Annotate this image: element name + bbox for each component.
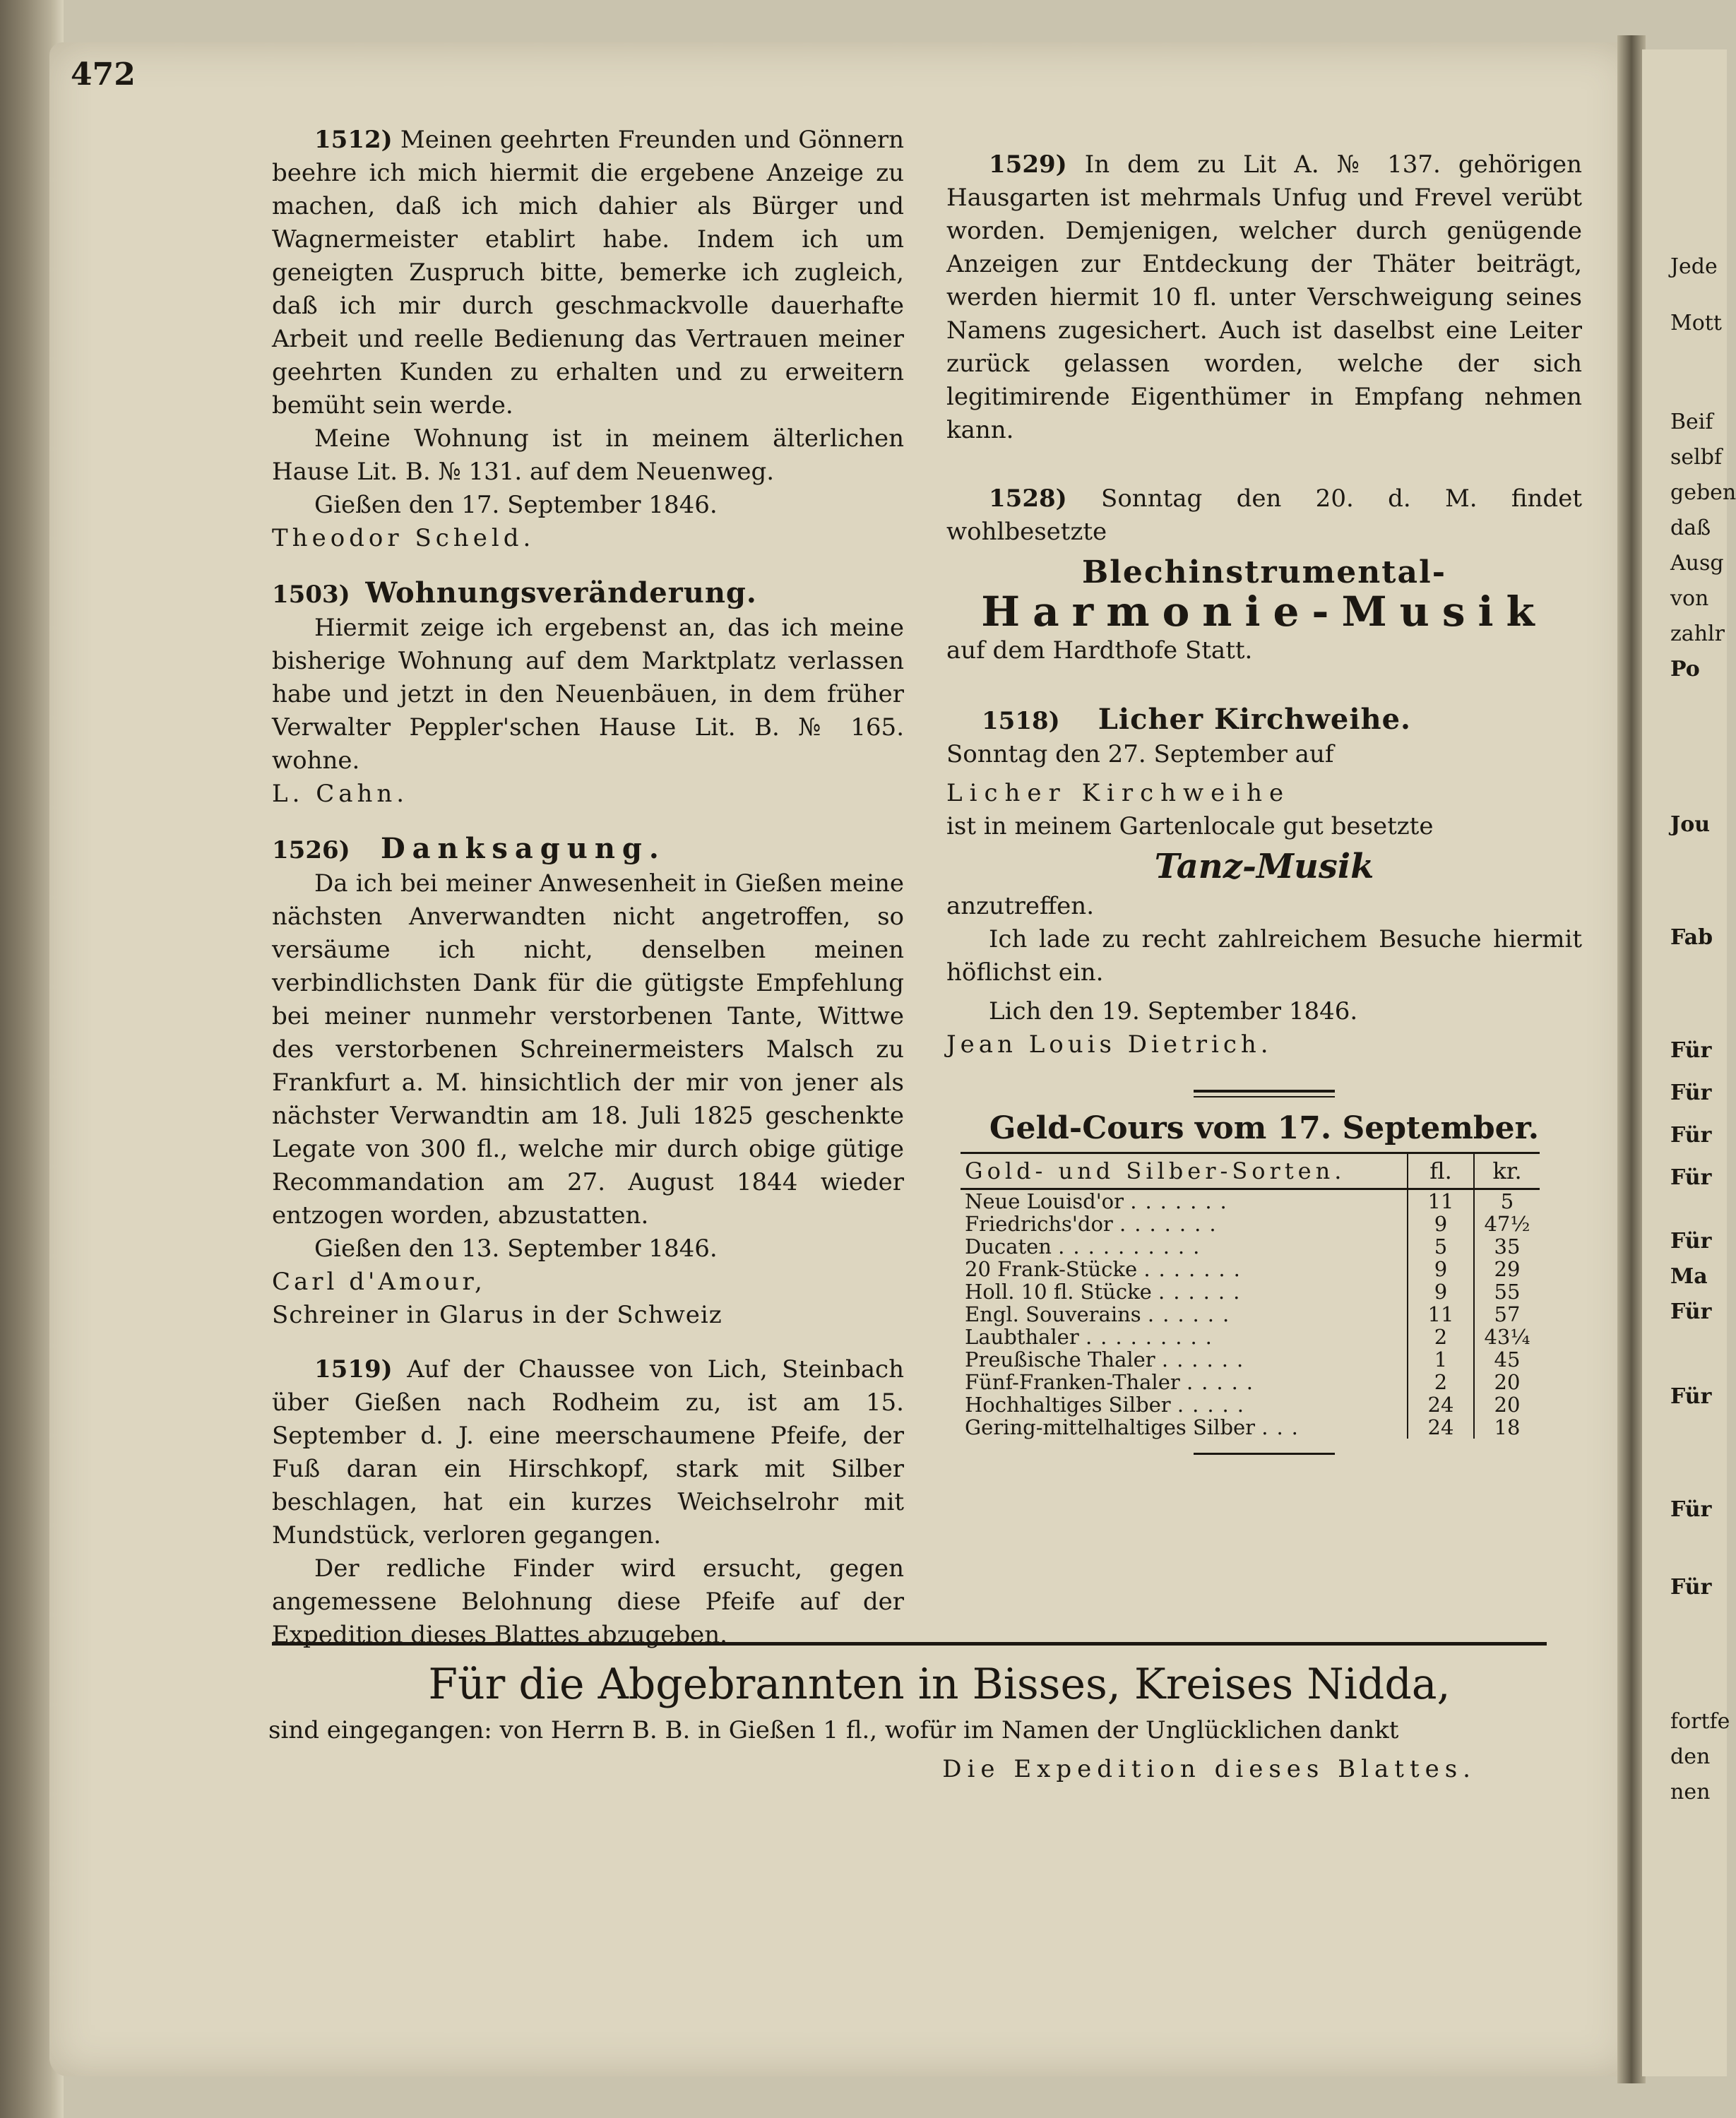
- np-word: Po: [1670, 657, 1700, 682]
- ad-1518: [946, 703, 1582, 1061]
- np-word: Für: [1670, 1038, 1712, 1063]
- coin-name: Neue Louisd'or: [965, 1189, 1124, 1213]
- ad-signature-line2: Schreiner in Glarus in der Schweiz: [272, 1301, 723, 1329]
- ad-date: Gießen den 13. September 1846.: [314, 1234, 718, 1263]
- ad-date: Gießen den 17. September 1846.: [314, 491, 718, 519]
- ad-signature: L. Cahn.: [272, 780, 409, 808]
- coin-kr: 57: [1474, 1303, 1540, 1326]
- column-header-kr: kr.: [1474, 1153, 1540, 1189]
- ad-number: 1518): [982, 707, 1060, 735]
- coin-fl: 1: [1408, 1348, 1474, 1371]
- notice-title: Für die Abgebrannten in Bisses, Kreises Nidda,: [428, 1660, 1451, 1709]
- ad-text: Hiermit zeige ich ergebenst an, das ich meine bisherige Wohnung auf dem Marktplatz verlassen habe und jetzt in den Neuenbäuen, in dem früher Verwalter Peppler'schen Hause Lit. B. № 165. wohne.: [272, 614, 904, 775]
- np-word: Jou: [1670, 812, 1711, 837]
- ad-signature: Carl d'Amour,: [272, 1268, 486, 1296]
- table-row: Holl. 10 fl. Stücke ...... 9 55: [961, 1280, 1540, 1303]
- coin-kr: 45: [1474, 1348, 1540, 1371]
- table-row: Friedrichs'dor ....... 9 47½: [961, 1213, 1540, 1235]
- coin-kr: 47½: [1474, 1213, 1540, 1235]
- coin-kr: 18: [1474, 1416, 1540, 1439]
- coin-name: Preußische Thaler: [965, 1347, 1155, 1372]
- ad-number: 1512): [314, 126, 393, 154]
- ad-number: 1528): [989, 484, 1067, 513]
- coin-name: Gering-mittelhaltiges Silber: [965, 1415, 1256, 1439]
- ad-headline-2: Harmonie-Musik: [981, 588, 1547, 636]
- ad-text: Sonntag den 20. d. M. findet wohlbesetzte: [946, 484, 1582, 546]
- notice-signature: Die Expedition dieses Blattes.: [942, 1755, 1476, 1783]
- np-word: Fab: [1670, 925, 1713, 950]
- ad-text: Da ich bei meiner Anwesenheit in Gießen meine nächsten Anverwandten nicht angetroffen, so versäume ich nicht, denselben meinen verbindlichsten Dank für die gütigste Empfehlung bei meiner nunmehr verstorbenen Tante, Wittwe des verstorbenen Schreinermeisters Malsch zu Frankfurt a. M. hinsichtlich der mir von jener als nächster Verwandtin am 18. Juli 1825 geschenkte Legate von 300 fl., welche mir durch obige gütige Recommandation am 27. August 1844 wieder entzogen worden, abzustatten.: [272, 869, 904, 1230]
- notice-text: sind eingegangen: von Herrn B. B. in Gießen 1 fl., wofür im Namen der Unglücklichen dankt: [268, 1716, 1399, 1744]
- coin-fl: 9: [1408, 1280, 1474, 1303]
- coin-name: 20 Frank-Stücke: [965, 1257, 1138, 1281]
- ad-headline: Tanz-Musik: [1154, 847, 1374, 886]
- np-word: Ma: [1670, 1264, 1708, 1289]
- next-page-fragment: [1642, 49, 1736, 2076]
- np-word: zahlr: [1670, 621, 1725, 646]
- ad-line: Licher Kirchweihe: [946, 779, 1291, 807]
- coin-kr: 20: [1474, 1393, 1540, 1416]
- coin-fl: 24: [1408, 1416, 1474, 1439]
- ad-1519: [272, 1353, 904, 1652]
- ad-text-2: Der redliche Finder wird ersucht, gegen angemessene Belohnung diese Pfeife auf der Expedition dieses Blattes abzugeben.: [272, 1554, 904, 1649]
- coin-name: Holl. 10 fl. Stücke: [965, 1280, 1152, 1304]
- ad-text-2: auf dem Hardthofe Statt.: [946, 636, 1253, 665]
- right-column: [946, 148, 1582, 1455]
- coin-name: Hochhaltiges Silber: [965, 1393, 1171, 1417]
- coin-fl: 11: [1408, 1189, 1474, 1213]
- np-word: daß: [1670, 516, 1711, 540]
- ad-text: Meinen geehrten Freunden und Gönnern beehre ich mich hiermit die ergebene Anzeige zu machen, daß ich mich dahier als Bürger und Wagnermeister etablirt habe. Indem ich um geneigten Zuspruch bitte, bemerke ich zugleich, daß ich mir durch geschmackvolle dauerhafte Arbeit und reelle Bedienung das Vertrauen meiner geehrten Kunden zu erhalten und zu erweitern bemüht sein werde.: [272, 126, 904, 420]
- coin-fl: 24: [1408, 1393, 1474, 1416]
- np-word: Jede: [1670, 254, 1718, 279]
- exchange-title: Geld-Cours vom 17. September.: [989, 1110, 1540, 1146]
- table-row: Preußische Thaler ...... 1 45: [961, 1348, 1540, 1371]
- exchange-rates: [946, 1112, 1582, 1455]
- np-word: fortfe: [1670, 1709, 1730, 1734]
- ad-line: Ich lade zu recht zahlreichem Besuche hiermit höflichst ein.: [946, 925, 1582, 987]
- column-header-sort: Gold- und Silber-Sorten.: [961, 1153, 1408, 1189]
- np-word: geben: [1670, 480, 1736, 505]
- coin-fl: 9: [1408, 1258, 1474, 1280]
- coin-name: Laubthaler: [965, 1325, 1079, 1349]
- left-column: [272, 124, 904, 1673]
- coin-name: Friedrichs'dor: [965, 1212, 1113, 1236]
- ad-1529: [946, 148, 1582, 447]
- table-row: Laubthaler ......... 2 43¼: [961, 1326, 1540, 1348]
- ad-number: 1529): [989, 150, 1067, 179]
- table-row: Hochhaltiges Silber ..... 24 20: [961, 1393, 1540, 1416]
- coin-kr: 5: [1474, 1189, 1540, 1213]
- table-row: Ducaten .......... 5 35: [961, 1235, 1540, 1258]
- full-width-rule: [272, 1642, 1547, 1646]
- ad-number: 1526): [272, 836, 350, 864]
- coin-kr: 20: [1474, 1371, 1540, 1393]
- np-word: Für: [1670, 1299, 1712, 1324]
- ad-signature: Jean Louis Dietrich.: [946, 1030, 1273, 1059]
- np-word: selbf: [1670, 445, 1723, 470]
- np-word: Für: [1670, 1384, 1712, 1409]
- np-word: Für: [1670, 1575, 1712, 1600]
- coin-fl: 5: [1408, 1235, 1474, 1258]
- ad-number: 1503): [272, 581, 350, 609]
- ad-1503: [272, 576, 904, 811]
- table-header-row: [961, 1153, 1540, 1189]
- ad-title: Licher Kirchweihe.: [1098, 703, 1411, 736]
- table-row: 20 Frank-Stücke ....... 9 29: [961, 1258, 1540, 1280]
- bottom-notice: [268, 1656, 1540, 1783]
- ad-title: Wohnungsveränderung.: [365, 576, 757, 609]
- ad-title: Danksagung.: [380, 832, 666, 865]
- np-word: nen: [1670, 1780, 1711, 1804]
- np-word: Mott: [1670, 311, 1722, 335]
- ad-number: 1519): [314, 1355, 393, 1384]
- np-word: Beif: [1670, 410, 1713, 434]
- coin-fl: 2: [1408, 1371, 1474, 1393]
- coin-kr: 35: [1474, 1235, 1540, 1258]
- ad-line: Sonntag den 27. September auf: [946, 740, 1334, 768]
- coin-kr: 55: [1474, 1280, 1540, 1303]
- coin-fl: 2: [1408, 1326, 1474, 1348]
- coin-name: Engl. Souverains: [965, 1302, 1141, 1326]
- page-number: 472: [71, 56, 136, 93]
- coin-kr: 29: [1474, 1258, 1540, 1280]
- ad-line: ist in meinem Gartenlocale gut besetzte: [946, 812, 1434, 840]
- coin-fl: 9: [1408, 1213, 1474, 1235]
- np-word: Für: [1670, 1123, 1712, 1148]
- ad-headline-1: Blechinstrumental-: [1081, 554, 1446, 590]
- table-row: Engl. Souverains ...... 11 57: [961, 1303, 1540, 1326]
- np-word: den: [1670, 1744, 1711, 1769]
- section-divider-short: [1194, 1453, 1335, 1455]
- coin-fl: 11: [1408, 1303, 1474, 1326]
- np-word: Ausg: [1670, 551, 1724, 576]
- np-word: Für: [1670, 1229, 1712, 1254]
- coin-name: Fünf-Franken-Thaler: [965, 1370, 1180, 1394]
- ad-signature: Theodor Scheld.: [272, 524, 535, 552]
- np-word: Für: [1670, 1165, 1712, 1190]
- ad-1512: [272, 124, 904, 555]
- ad-line: anzutreffen.: [946, 892, 1094, 920]
- np-word: von: [1670, 586, 1709, 611]
- coin-kr: 43¼: [1474, 1326, 1540, 1348]
- coin-name: Ducaten: [965, 1234, 1052, 1259]
- ad-text: Auf der Chaussee von Lich, Steinbach über Gießen nach Rodheim zu, ist am 15. September d. J. eine meerschaumene Pfeife, der Fuß daran ein Hirschkopf, stark mit Silber beschlagen, hat ein kurzes Weichselrohr mit Mundstück, verloren gegangen.: [272, 1355, 905, 1549]
- ad-text: In dem zu Lit A. № 137. gehörigen Hausgarten ist mehrmals Unfug und Frevel verübt worden. Demjenigen, welcher durch genügende Anzeigen zur Entdeckung der Thäter beiträgt, werden hiermit 10 fl. unter Verschweigung seines Namens zugesichert. Auch ist daselbst eine Leiter zurück gelassen worden, welche der sich legitimirende Eigenthümer in Empfang nehmen kann.: [946, 150, 1583, 444]
- table-row: Neue Louisd'or ....... 11 5: [961, 1189, 1540, 1213]
- section-divider: [1194, 1090, 1335, 1097]
- table-row: Fünf-Franken-Thaler ..... 2 20: [961, 1371, 1540, 1393]
- ad-address: Meine Wohnung ist in meinem älterlichen Hause Lit. B. № 131. auf dem Neuenweg.: [272, 424, 904, 486]
- exchange-table: [961, 1152, 1540, 1439]
- np-word: Für: [1670, 1497, 1712, 1522]
- ad-1528: [946, 482, 1582, 667]
- table-row: Gering-mittelhaltiges Silber ... 24 18: [961, 1416, 1540, 1439]
- ad-1526: [272, 832, 904, 1332]
- gutter: [1617, 35, 1646, 2083]
- ad-date: Lich den 19. September 1846.: [989, 997, 1358, 1025]
- column-header-fl: fl.: [1408, 1153, 1474, 1189]
- np-word: Für: [1670, 1081, 1712, 1105]
